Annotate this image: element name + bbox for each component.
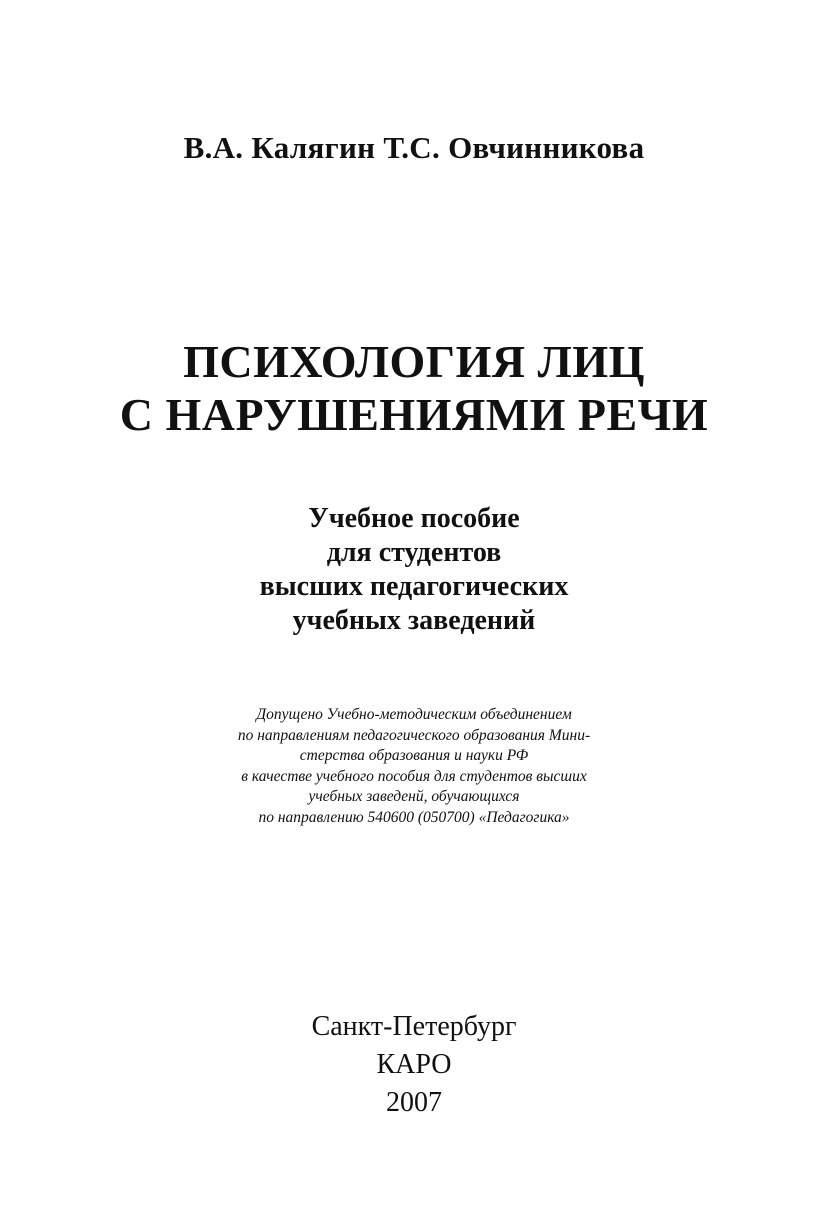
subtitle-line-2: для студентов (326, 537, 502, 568)
book-subtitle (0, 502, 828, 638)
subtitle-line-4: учебных заведений (292, 605, 536, 636)
approval-line-6: по направлению 540600 (050700) «Педагогика» (258, 808, 570, 826)
approval-line-1: Допущено Учебно-методическим объединением (256, 706, 572, 723)
imprint-publisher: КАРО (376, 1049, 452, 1080)
subtitle-line-1: Учебное пособие (308, 503, 520, 534)
approval-line-2: по направлениям педагогического образования Мини- (237, 726, 591, 744)
imprint-city: Санкт-Петербург (311, 1011, 517, 1042)
imprint (0, 1008, 828, 1122)
book-title-line-2: С НАРУШЕНИЯМИ РЕЧИ (119, 389, 709, 440)
imprint-year: 2007 (386, 1087, 442, 1118)
approval-line-3: стерства образования и науки РФ (299, 747, 529, 764)
approval-line-4: в качестве учебного пособия для студентов высших (241, 767, 587, 785)
approval-line-5: учебных заведенй, обучающихся (308, 788, 520, 805)
authors: В.А. Калягин Т.С. Овчинникова (183, 130, 645, 165)
approval-statement (0, 705, 828, 828)
book-title-line-1: ПСИХОЛОГИЯ ЛИЦ (183, 336, 645, 387)
subtitle-line-3: высших педагогических (259, 571, 569, 602)
book-title (0, 335, 828, 441)
